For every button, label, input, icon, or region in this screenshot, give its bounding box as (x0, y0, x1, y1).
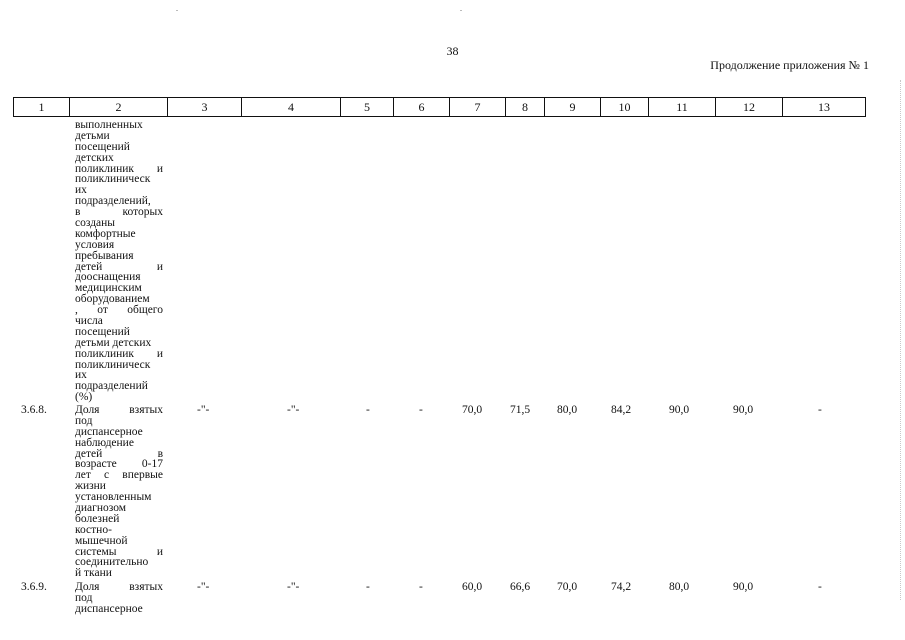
row-col-6: - (419, 581, 423, 593)
desc-line: системы и (75, 545, 163, 558)
header-col-12: 12 (716, 98, 783, 116)
desc-line: болезней (75, 512, 120, 525)
desc-line: подразделений, (75, 195, 151, 208)
row-col-9: 80,0 (557, 404, 578, 416)
header-col-1: 1 (14, 98, 70, 116)
row-col-11: 90,0 (669, 404, 690, 416)
desc-line: лет с впервые (75, 469, 163, 482)
desc-line: дооснащения (75, 271, 141, 284)
desc-line: детей и (75, 260, 163, 273)
desc-line: (%) (75, 391, 93, 404)
desc-line: поликлиническ (75, 358, 151, 371)
desc-line: диагнозом (75, 502, 127, 515)
header-col-6: 6 (394, 98, 450, 116)
row-number: 3.6.8. (21, 404, 47, 416)
row-col-13: - (818, 581, 822, 593)
header-col-13: 13 (818, 100, 830, 114)
row-col-13: - (818, 404, 822, 416)
desc-line: числа (75, 315, 103, 328)
table-header-row (13, 97, 866, 117)
desc-line: под (75, 414, 93, 427)
desc-line: жизни (75, 480, 106, 493)
row-col-12: 90,0 (733, 581, 754, 593)
desc-line: возрасте 0-17 (75, 458, 163, 471)
row-col-12: 90,0 (733, 404, 754, 416)
row-col-10: 74,2 (611, 581, 632, 593)
row-number: 3.6.9. (21, 581, 47, 593)
desc-line: диспансерное (75, 425, 143, 438)
desc-line: комфортные (75, 227, 136, 240)
row-col-3: -"- (197, 581, 210, 593)
row-col-4: -"- (287, 581, 300, 593)
row-description (75, 405, 163, 579)
header-col-8: 8 (506, 98, 545, 116)
scan-edge-marks (899, 80, 901, 600)
desc-line: медицинским (75, 282, 142, 295)
header-col-11: 11 (649, 98, 716, 116)
header-col-3: 3 (168, 98, 242, 116)
row-description (75, 582, 163, 615)
desc-line: подразделений (75, 380, 148, 393)
desc-line: поликлиническ (75, 173, 151, 186)
desc-line: поликлиник и (75, 162, 163, 175)
desc-line: диспансерное (75, 602, 143, 615)
desc-line: пребывания (75, 249, 134, 262)
desc-line: соединительно (75, 556, 149, 569)
desc-line: установленным (75, 491, 152, 504)
row-col-10: 84,2 (611, 404, 632, 416)
desc-line: их (75, 184, 87, 197)
desc-line: наблюдение (75, 436, 134, 449)
page-number: 38 (446, 44, 459, 58)
row-col-7: 60,0 (462, 581, 483, 593)
desc-line: поликлиник и (75, 347, 163, 360)
continued-description (75, 120, 163, 403)
desc-line: детей в (75, 447, 163, 460)
desc-line: под (75, 591, 93, 604)
desc-line: детьми (75, 129, 110, 142)
desc-line: условия (75, 238, 115, 251)
row-col-9: 70,0 (557, 581, 578, 593)
row-col-4: -"- (287, 404, 300, 416)
row-col-6: - (419, 404, 423, 416)
row-col-11: 80,0 (669, 581, 690, 593)
desc-line: мышечной (75, 534, 128, 547)
row-col-7: 70,0 (462, 404, 483, 416)
desc-line: детьми детских (75, 336, 152, 349)
desc-line: Доля взятых (75, 581, 163, 593)
desc-line: й ткани (75, 567, 112, 580)
header-col-5: 5 (341, 98, 394, 116)
row-col-3: -"- (197, 404, 210, 416)
desc-line: Доля взятых (75, 404, 163, 416)
header-col-9: 9 (545, 98, 601, 116)
row-col-8: 66,6 (510, 581, 531, 593)
continuation-label: Продолжение приложения № 1 (710, 58, 869, 72)
row-col-5: - (366, 581, 370, 593)
desc-line: их (75, 369, 87, 382)
desc-line: костно- (75, 523, 112, 536)
scan-speck (176, 10, 178, 11)
header-col-2: 2 (70, 98, 168, 116)
desc-line: , от общего (75, 304, 163, 317)
scan-speck (460, 10, 462, 11)
desc-line: детских (75, 151, 114, 164)
desc-line: созданы (75, 217, 116, 230)
desc-line: оборудованием (75, 293, 150, 306)
desc-line: в которых (75, 206, 163, 219)
header-col-7: 7 (450, 98, 506, 116)
header-col-10: 10 (601, 98, 649, 116)
row-col-8: 71,5 (510, 404, 531, 416)
desc-line: посещений (75, 325, 130, 338)
desc-line: посещений (75, 140, 130, 153)
row-col-5: - (366, 404, 370, 416)
header-col-4: 4 (242, 98, 341, 116)
desc-line: выполненных (75, 119, 143, 131)
